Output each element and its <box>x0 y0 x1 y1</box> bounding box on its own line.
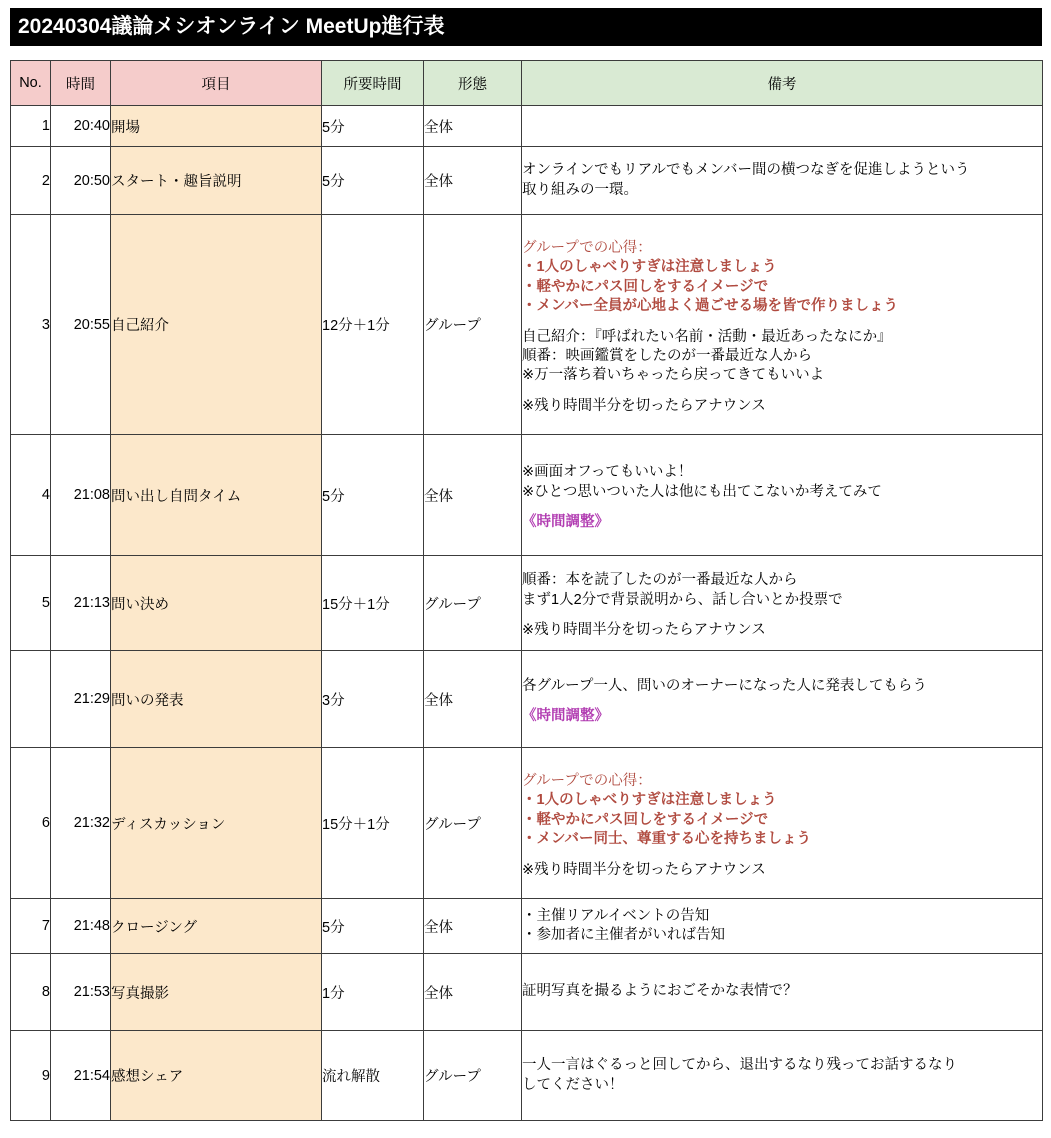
cell-time: 21:08 <box>51 435 111 556</box>
remark-line: 順番：本を読了したのが一番最近な人から <box>522 572 798 589</box>
remark-line: ・軽やかにパス回しをするイメージで <box>522 811 769 828</box>
remark-line: 《時間調整》 <box>522 708 609 725</box>
col-header-no: No. <box>11 61 51 106</box>
cell-remark <box>522 435 1043 556</box>
cell-remark <box>522 748 1043 899</box>
cell-remark <box>522 899 1043 954</box>
cell-remark <box>522 556 1043 651</box>
cell-format: 全体 <box>424 954 522 1031</box>
cell-time: 21:13 <box>51 556 111 651</box>
cell-item: 感想シェア <box>111 1031 322 1121</box>
remark-line: 自己紹介：『呼ばれたい名前・活動・最近あったなにか』 <box>522 328 892 345</box>
cell-remark <box>522 651 1043 748</box>
cell-item: 自己紹介 <box>111 215 322 435</box>
remark-line: 各グループ一人、問いのオーナーになった人に発表してもらう <box>522 678 927 695</box>
remark-spacer <box>522 317 1042 328</box>
col-header-time: 時間 <box>51 61 111 106</box>
remark-line: グループでの心得： <box>522 773 652 789</box>
cell-remark <box>522 1031 1043 1121</box>
remark-line: グループでの心得： <box>522 239 652 256</box>
remark-line: ※画面オフってもいいよ！ <box>522 464 693 481</box>
table-header-row <box>11 61 1043 106</box>
remark-spacer <box>522 610 1042 621</box>
table-row <box>11 1031 1043 1121</box>
table-body <box>11 106 1043 1121</box>
cell-format: グループ <box>424 556 522 651</box>
cell-time: 21:54 <box>51 1031 111 1121</box>
remark-spacer <box>522 502 1042 513</box>
cell-duration: 12分＋1分 <box>322 215 424 435</box>
cell-duration: 5分 <box>322 435 424 556</box>
remark-line: ・軽やかにパス回しをするイメージで <box>522 278 769 295</box>
remark-line: ※ひとつ思いついた人は他にも出てこないか考えてみて <box>522 483 882 500</box>
cell-duration: 5分 <box>322 106 424 147</box>
cell-no: 6 <box>11 748 51 899</box>
cell-format: 全体 <box>424 651 522 748</box>
cell-item: ディスカッション <box>111 748 322 899</box>
remark-line: ・参加者に主催者がいれば告知 <box>522 927 725 943</box>
cell-no: 9 <box>11 1031 51 1121</box>
cell-item: クロージング <box>111 899 322 954</box>
cell-format: 全体 <box>424 435 522 556</box>
cell-item: スタート・趣旨説明 <box>111 147 322 215</box>
cell-time: 20:55 <box>51 215 111 435</box>
cell-duration: 流れ解散 <box>322 1031 424 1121</box>
remark-line: 順番：映画鑑賞をしたのが一番最近な人から <box>522 347 812 364</box>
cell-format: 全体 <box>424 106 522 147</box>
remark-line: ・メンバー同士、尊重する心を持ちましょう <box>522 831 811 848</box>
remark-line: まず1人2分で背景説明から、話し合いとか投票で <box>522 591 843 608</box>
cell-time: 20:50 <box>51 147 111 215</box>
cell-remark <box>522 147 1043 215</box>
cell-remark <box>522 954 1043 1031</box>
remark-line: ・メンバー全員が心地よく過ごせる場を皆で作りましょう <box>522 298 898 315</box>
cell-duration: 5分 <box>322 147 424 215</box>
table-row <box>11 954 1043 1031</box>
page-title: 20240304議論メシオンライン MeetUp進行表 <box>10 8 1042 46</box>
cell-remark <box>522 215 1043 435</box>
cell-item: 問い決め <box>111 556 322 651</box>
cell-time: 21:32 <box>51 748 111 899</box>
table-row <box>11 106 1043 147</box>
cell-time: 21:53 <box>51 954 111 1031</box>
remark-line: 取り組みの一環。 <box>522 181 638 198</box>
col-header-duration: 所要時間 <box>322 61 424 106</box>
remark-spacer <box>522 697 1042 708</box>
remark-spacer <box>522 386 1042 397</box>
table-row <box>11 147 1043 215</box>
cell-no <box>11 651 51 748</box>
col-header-item: 項目 <box>111 61 322 106</box>
cell-duration: 15分＋1分 <box>322 556 424 651</box>
cell-format: グループ <box>424 215 522 435</box>
cell-no: 5 <box>11 556 51 651</box>
remark-line: ・1人のしゃべりすぎは注意しましょう <box>522 259 777 276</box>
cell-no: 1 <box>11 106 51 147</box>
cell-time: 21:48 <box>51 899 111 954</box>
cell-no: 4 <box>11 435 51 556</box>
cell-item: 問い出し自問タイム <box>111 435 322 556</box>
table-row <box>11 748 1043 899</box>
cell-no: 8 <box>11 954 51 1031</box>
col-header-format: 形態 <box>424 61 522 106</box>
col-header-remark: 備考 <box>522 61 1043 106</box>
remark-line: ※残り時間半分を切ったらアナウンス <box>522 397 766 414</box>
remark-spacer <box>522 850 1042 861</box>
remark-line: 《時間調整》 <box>522 514 609 531</box>
table-row <box>11 899 1043 954</box>
table-header <box>11 61 1043 106</box>
cell-format: グループ <box>424 1031 522 1121</box>
cell-format: グループ <box>424 748 522 899</box>
cell-item: 問いの発表 <box>111 651 322 748</box>
cell-item: 開場 <box>111 106 322 147</box>
cell-time: 21:29 <box>51 651 111 748</box>
cell-duration: 15分＋1分 <box>322 748 424 899</box>
table-row <box>11 215 1043 435</box>
table-row <box>11 435 1043 556</box>
cell-time: 20:40 <box>51 106 111 147</box>
remark-line: オンラインでもリアルでもメンバー間の横つなぎを促進しようという <box>522 162 970 179</box>
remark-line: 一人一言はぐるっと回してから、退出するなり残ってお話するなり <box>522 1057 957 1074</box>
remark-line: してください！ <box>522 1076 624 1093</box>
cell-no: 3 <box>11 215 51 435</box>
cell-no: 7 <box>11 899 51 954</box>
cell-duration: 5分 <box>322 899 424 954</box>
remark-line: ・主催リアルイベントの告知 <box>522 907 710 924</box>
cell-no: 2 <box>11 147 51 215</box>
schedule-table <box>10 60 1043 1121</box>
remark-line: ・1人のしゃべりすぎは注意しましょう <box>522 792 777 809</box>
cell-format: 全体 <box>424 147 522 215</box>
table-row <box>11 556 1043 651</box>
remark-line: ※万一落ち着いちゃったら戻ってきてもいいよ <box>522 367 825 384</box>
remark-line: ※残り時間半分を切ったらアナウンス <box>522 861 766 878</box>
remark-line: 証明写真を撮るようにおごそかな表情で？ <box>522 983 798 1000</box>
cell-duration: 1分 <box>322 954 424 1031</box>
cell-remark <box>522 106 1043 147</box>
remark-line: ※残り時間半分を切ったらアナウンス <box>522 622 766 639</box>
cell-item: 写真撮影 <box>111 954 322 1031</box>
cell-duration: 3分 <box>322 651 424 748</box>
cell-format: 全体 <box>424 899 522 954</box>
table-row <box>11 651 1043 748</box>
